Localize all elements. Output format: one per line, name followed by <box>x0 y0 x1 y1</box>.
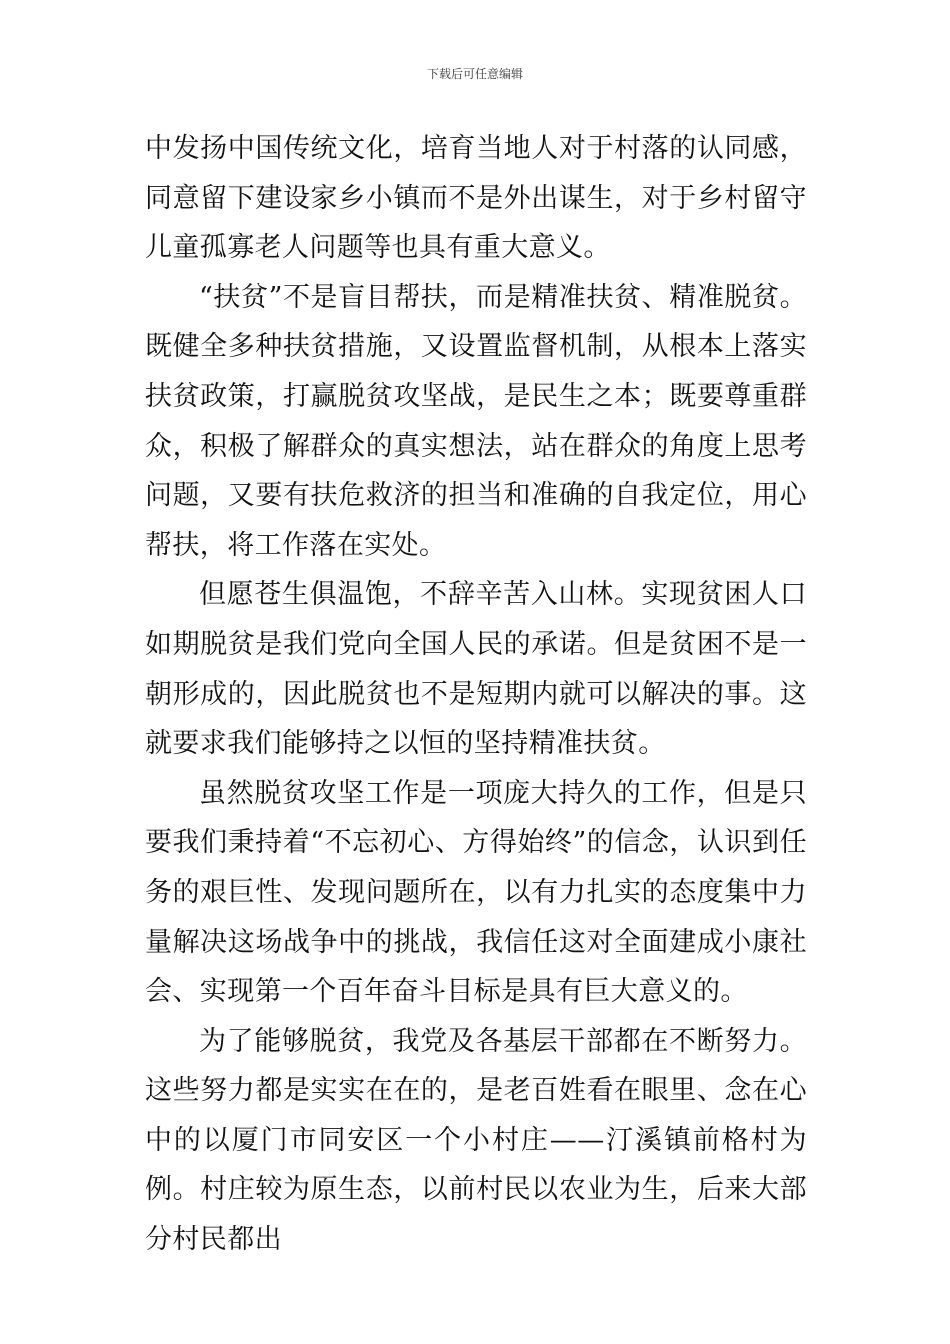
page-header-note: 下载后可任意编辑 <box>426 67 523 81</box>
paragraph-5: 为了能够脱贫，我党及各基层干部都在不断努力。这些努力都是实实在在的，是老百姓看在眼里、念在心中的以厦门市同安区一个小村庄——汀溪镇前格村为例。村庄较为原生态，以前村民以农业为生，后来大部分村民都出 <box>145 1025 807 1256</box>
paragraph-1: 中发扬中国传统文化，培育当地人对于村落的认同感，同意留下建设家乡小镇而不是外出谋生，对于乡村留守儿童孤寡老人问题等也具有重大意义。 <box>145 133 807 264</box>
paragraph-3: 但愿苍生俱温饱，不辞辛苦入山林。实现贫困人口如期脱贫是我们党向全国人民的承诺。但是贫困不是一朝形成的，因此脱贫也不是短期内就可以解决的事。这就要求我们能够持之以恒的坚持精准扶贫。 <box>145 579 807 760</box>
document-body <box>145 124 807 1265</box>
paragraph-2: “扶贫”不是盲目帮扶，而是精准扶贫、精准脱贫。既健全多种扶贫措施，又设置监督机制，从根本上落实扶贫政策，打赢脱贫攻坚战，是民生之本；既要尊重群众，积极了解群众的真实想法，站在群众的角度上思考问题，又要有扶危救济的担当和准确的自我定位，用心帮扶，将工作落在实处。 <box>145 281 807 561</box>
paragraph-4: 虽然脱贫攻坚工作是一项庞大持久的工作，但是只要我们秉持着“不忘初心、方得始终”的信念，认识到任务的艰巨性、发现问题所在，以有力扎实的态度集中力量解决这场战争中的挑战，我信任这对全面建成小康社会、实现第一个百年奋斗目标是具有巨大意义的。 <box>145 777 807 1008</box>
